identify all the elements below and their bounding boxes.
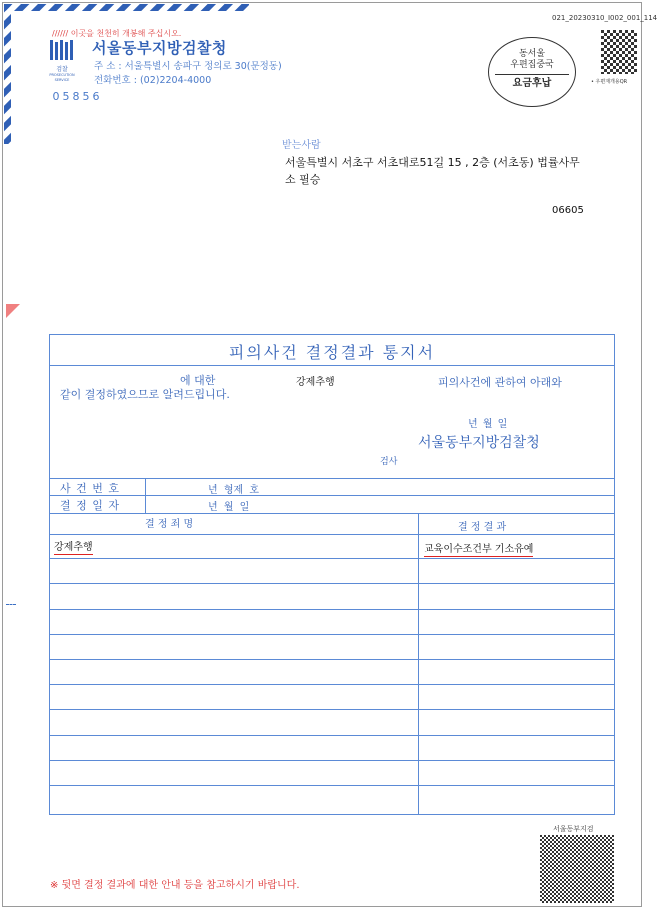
fold-line-mark <box>6 604 16 605</box>
table-row <box>424 540 533 555</box>
table-row-line <box>49 735 615 736</box>
charge-column-header: 결 정 죄 명 <box>145 519 194 530</box>
intro-case-text: 피의사건에 관하여 아래와 <box>438 376 562 389</box>
recipient-label: 받는사람 <box>282 140 321 151</box>
qr-org-caption: 서울동부지검 <box>553 825 594 833</box>
table-row <box>54 538 93 553</box>
notice-office: 서울동부지방검찰청 <box>418 435 540 451</box>
recipient-code: 06605 <box>552 205 584 216</box>
logo-caption: 검찰 <box>56 66 68 73</box>
decided-charge: 강제추행 <box>54 542 93 553</box>
stamp-line-1: 동서울 <box>518 49 546 59</box>
intro-line-2: 같이 결정하였으므로 알려드립니다. <box>60 388 230 401</box>
zip-digit: 5 <box>62 90 70 103</box>
notice-form <box>49 334 615 815</box>
notice-date-line: 년 월 일 <box>468 419 508 430</box>
phone-label: 전화번호 : <box>94 75 137 86</box>
zip-digit: 6 <box>92 90 100 103</box>
footer-note: ※ 뒷면 결정 결과에 대한 안내 등을 참고하시기 바랍니다. <box>50 880 300 891</box>
intro-regarding: 에 대한 <box>180 374 216 387</box>
address-label: 주 소 : <box>94 61 122 72</box>
result-column-header: 결 정 결 과 <box>458 522 507 533</box>
table-divider <box>49 478 615 479</box>
table-row-line <box>49 609 615 610</box>
document-id: 021_20230310_I002_001_114 <box>552 14 657 22</box>
table-row-line <box>49 684 615 685</box>
case-number-label: 사 건 번 호 <box>60 482 120 495</box>
charge-filled-in: 강제추행 <box>296 377 335 388</box>
postage-paid-stamp <box>488 37 576 107</box>
fold-corner-mark <box>6 304 20 318</box>
recipient-address-line-2: 소 필승 <box>285 173 321 186</box>
qr-caption: • 우편재개용QR <box>591 79 628 85</box>
title-divider <box>49 365 615 366</box>
table-row-line <box>49 534 615 535</box>
prosecutor-label: 검사 <box>380 457 398 467</box>
sender-address: 서울특별시 송파구 정의로 30(문정동) <box>124 61 282 72</box>
logo-sub-caption: PROSECUTION SERVICE <box>49 73 75 82</box>
table-row-line <box>49 583 615 584</box>
decision-date-label: 결 정 일 자 <box>60 499 120 512</box>
zip-digit: 8 <box>72 90 80 103</box>
table-divider <box>145 478 146 513</box>
stamp-line-2: 우편집중국 <box>510 60 554 70</box>
decision-result: 교육이수조건부 기소유예 <box>424 544 534 555</box>
table-row-line <box>49 659 615 660</box>
prosecution-emblem-icon <box>45 38 79 62</box>
decision-date-value: 년 월 일 <box>208 502 250 513</box>
case-number-value: 년 형제 호 <box>208 485 259 496</box>
table-divider <box>49 513 615 514</box>
open-carefully-notice: ////// 이곳을 천천히 개봉해 주십시오. <box>52 29 182 38</box>
prosecution-logo <box>45 38 79 82</box>
table-row-line <box>49 760 615 761</box>
table-row-line <box>49 558 615 559</box>
table-row-line <box>49 709 615 710</box>
zip-digit: 0 <box>52 90 60 103</box>
sender-address-line <box>94 58 282 72</box>
mail-qr-code <box>601 30 637 74</box>
sender-phone: (02)2204-4000 <box>139 75 212 86</box>
document-qr-code <box>540 835 614 903</box>
table-row-line <box>49 785 615 786</box>
zip-digit: 5 <box>82 90 90 103</box>
recipient-address <box>285 154 595 188</box>
table-row-line <box>49 634 615 635</box>
sender-org-name: 서울동부지방검찰청 <box>92 39 227 57</box>
recipient-address-line-1: 서울특별시 서초구 서초대로51길 15 , 2층 (서초동) 법률사무 <box>285 156 580 169</box>
notice-title: 피의사건 결정결과 통지서 <box>228 343 436 362</box>
stamp-line-3: 요금후납 <box>495 74 569 89</box>
sender-zip-code <box>51 85 101 104</box>
sender-phone-line <box>94 72 211 86</box>
table-divider <box>49 495 615 496</box>
